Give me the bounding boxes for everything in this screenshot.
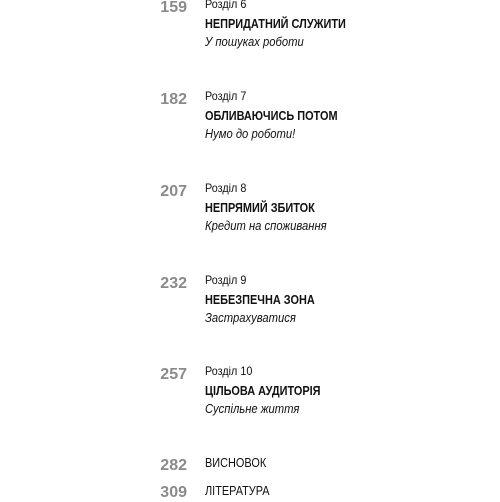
section-label: Розділ 8 [205,181,247,195]
page-number: 207 [160,183,187,200]
chapter-subtitle: Суспільне життя [205,402,300,416]
page-number: 159 [160,0,187,16]
chapter-title: НЕПРЯМИЙ ЗБИТОК [205,200,315,215]
section-label: Розділ 10 [205,364,253,378]
page-number: 282 [160,457,187,474]
chapter-subtitle: Нумо до роботи! [205,127,296,141]
section-label: Розділ 9 [205,273,247,287]
literature-title: ЛІТЕРАТУРА [205,483,270,498]
chapter-subtitle: У пошуках роботи [205,35,304,49]
page-number: 232 [160,275,187,292]
chapter-title: ЦІЛЬОВА АУДИТОРІЯ [205,383,321,398]
chapter-subtitle: Кредит на споживання [205,219,327,233]
page-number: 182 [160,91,187,108]
page-number: 257 [160,366,187,383]
page-number: 309 [160,484,187,501]
chapter-title: НЕБЕЗПЕЧНА ЗОНА [205,292,315,307]
chapter-title: ОБЛИВАЮЧИСЬ ПОТОМ [205,108,338,123]
section-label: Розділ 6 [205,0,247,11]
section-label: Розділ 7 [205,89,247,103]
chapter-title: НЕПРИДАТНИЙ СЛУЖИТИ [205,16,346,31]
chapter-subtitle: Застрахуватися [205,311,296,325]
conclusion-title: ВИСНОВОК [205,455,267,470]
